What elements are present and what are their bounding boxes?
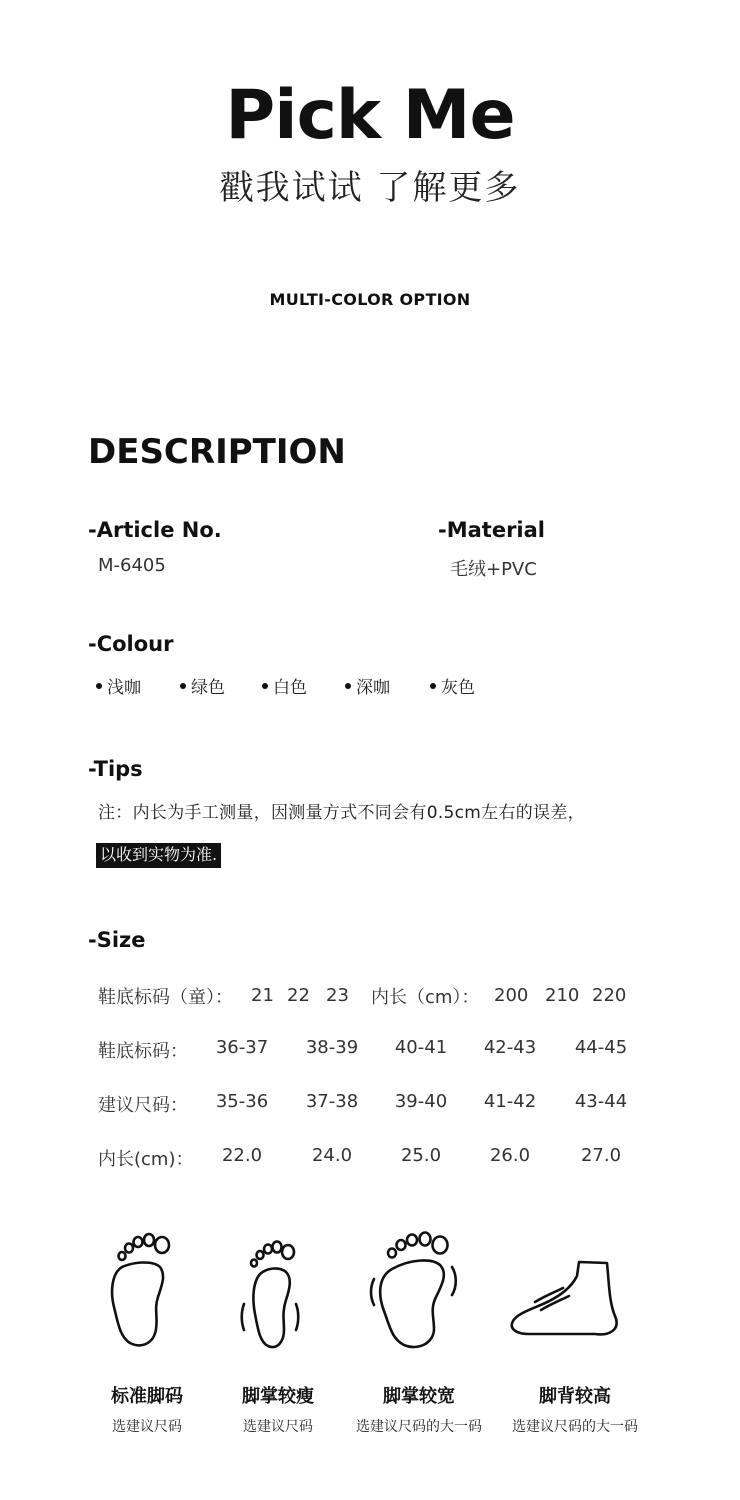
tips-highlight: 以收到实物为准. [96,843,221,868]
kids-size-value: 23 [326,985,349,1006]
size-cell: 35-36 [215,1091,269,1112]
high-instep-foot-icon [505,1258,625,1343]
colour-option [345,673,390,698]
colour-option [430,673,475,698]
size-row-label: 建议尺码： [98,1095,188,1116]
bullet-dot [345,683,351,689]
material-label: -Material [438,518,545,542]
kids-inner-length-value: 210 [545,985,580,1006]
colour-option [262,673,307,698]
colour-option-label: 绿色 [191,678,225,698]
size-row-label: 内长(cm)： [98,1149,194,1170]
size-label: -Size [88,928,146,952]
foot-guide-title: 脚掌较瘦 [242,1386,314,1407]
size-cell: 22.0 [221,1145,263,1166]
narrow-foot-icon [236,1230,316,1360]
kids-inner-length-value: 220 [592,985,627,1006]
foot-guide-title: 标准脚码 [111,1386,183,1407]
tips-label: -Tips [88,757,143,781]
foot-guide-advice: 选建议尺码 [112,1419,182,1435]
description-heading: DESCRIPTION [88,432,346,472]
foot-guide-advice: 选建议尺码的大一码 [356,1419,482,1435]
foot-guide-advice: 选建议尺码 [243,1419,313,1435]
size-cell: 40-41 [394,1037,448,1058]
size-cell: 38-39 [305,1037,359,1058]
colour-label: -Colour [88,632,174,656]
article-number-value: M-6405 [98,555,166,576]
colour-option [180,673,225,698]
tips-note: 注：内长为手工测量，因测量方式不同会有0.5cm左右的误差， [98,803,585,823]
wide-foot-icon [368,1225,468,1355]
size-cell: 36-37 [215,1037,269,1058]
bullet-dot [262,683,268,689]
kids-size-value: 22 [287,985,310,1006]
foot-guide-title: 脚掌较宽 [383,1386,455,1407]
multi-color-option-heading: MULTI-COLOR OPTION [269,290,471,309]
size-cell: 24.0 [311,1145,353,1166]
foot-guide-advice: 选建议尺码的大一码 [512,1419,638,1435]
size-cell: 42-43 [483,1037,537,1058]
bullet-dot [96,683,102,689]
size-cell: 27.0 [580,1145,622,1166]
bullet-dot [180,683,186,689]
standard-foot-icon [100,1225,180,1355]
colour-option-label: 深咖 [356,678,390,698]
colour-option-label: 白色 [273,678,307,698]
colour-option-label: 浅咖 [107,678,141,698]
colour-option [96,673,141,698]
size-cell: 44-45 [574,1037,628,1058]
page-subtitle[interactable]: 戳我试试 了解更多 [219,168,521,208]
size-cell: 39-40 [394,1091,448,1112]
size-cell: 26.0 [489,1145,531,1166]
bullet-dot [430,683,436,689]
foot-guide-title: 脚背较高 [539,1386,611,1407]
size-row-label: 鞋底标码： [98,1041,188,1062]
size-cell: 25.0 [400,1145,442,1166]
size-cell: 37-38 [305,1091,359,1112]
kids-inner-length-value: 200 [494,985,529,1006]
size-cell: 43-44 [574,1091,628,1112]
kids-inner-length-label: 内长（cm）： [371,987,480,1008]
article-number-label: -Article No. [88,518,222,542]
size-cell: 41-42 [483,1091,537,1112]
material-value: 毛绒+PVC [450,559,537,580]
kids-size-value: 21 [251,985,274,1006]
page-title: Pick Me [225,76,515,155]
colour-option-label: 灰色 [441,678,475,698]
kids-size-label: 鞋底标码（童）： [98,987,233,1008]
